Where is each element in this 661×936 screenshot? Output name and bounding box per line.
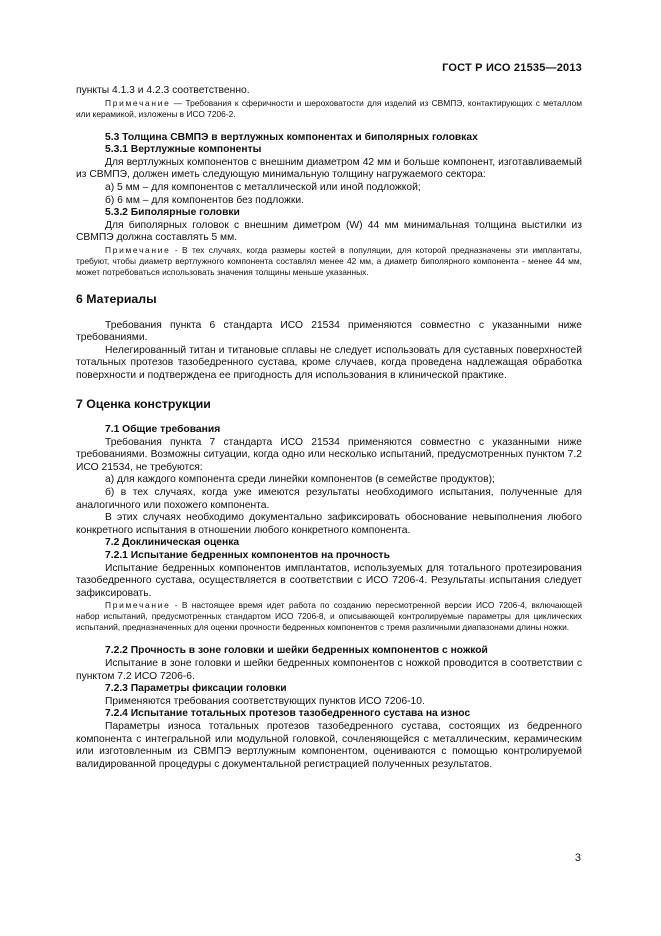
heading-6-materials: 6 Материалы xyxy=(76,291,157,306)
paragraph-7-2-3: Применяются требования соответствующих пунктов ИСО 7206-10. xyxy=(105,695,425,707)
paragraph-7-1: Требования пункта 7 стандарта ИСО 21534 применяются совместно с указанными ниже требованиями. Возможны ситуации, когда одно или несколько испытаний, предусмотренных пунктом 7.2 ИСО 21534, не требуются: xyxy=(76,436,582,473)
note-label: Примечание xyxy=(105,600,171,611)
note-sphericity xyxy=(76,98,582,120)
document-body xyxy=(76,85,582,771)
list-item-a-5mm: а) 5 мм – для компонентов с металлической или иной подложкой; xyxy=(105,181,421,193)
note-text: - В тех случаях, когда размеры костей в популяции, для которой предназначены эти имплантаты, требуют, чтобы диаметр вертлужного компонента составлял менее 42 мм, а диаметр биполярного компонента - менее 44 мм, может потребоваться использовать значения толщины меньше указанных. xyxy=(76,244,582,277)
paragraph-5-3-2: Для биполярных головок с внешним диметром (W) 44 мм минимальная толщина выстилки из СВМПЭ должна составлять 5 мм. xyxy=(76,219,582,244)
heading-5-3-2: 5.3.2 Биполярные головки xyxy=(105,207,240,219)
heading-5-3: 5.3 Толщина СВМПЭ в вертлужных компонентах и биполярных головках xyxy=(105,131,478,143)
paragraph-7-2-2: Испытание в зоне головки и шейки бедренных компонентов с ножкой проводится в соответствии с пунктом 7.2 ИСО 7206-6. xyxy=(76,658,582,682)
heading-7-2-4: 7.2.4 Испытание тотальных протезов тазобедренного сустава на износ xyxy=(105,708,471,720)
heading-7-1: 7.1 Общие требования xyxy=(105,424,221,436)
heading-7-2-3: 7.2.3 Параметры фиксации головки xyxy=(105,683,287,695)
paragraph-5-3-1: Для вертлужных компонентов с внешним диаметром 42 мм и больше компонент, изготавливаемый из СВМПЭ, должен иметь следующую минимальную толщину нагружаемого сектора: xyxy=(76,156,582,181)
heading-7-2-2: 7.2.2 Прочность в зоне головки и шейки бедренных компонентов с ножкой xyxy=(105,645,488,657)
list-item-b-6mm: б) 6 мм – для компонентов без подложки. xyxy=(105,194,305,206)
note-text: - В настоящее время идет работа по созданию пересмотренной версии ИСО 7206-4, включающей набор испытаний, предусмотренных стандартом ИСО 7206-8, и описывающей контролируемые параметры для циклических испытаний, предназначенных для оценки прочности бедренных компонентов с тремя различными диапазонами длины ножки. xyxy=(76,600,582,633)
paragraph-7-1-end: В этих случаях необходимо документально зафиксировать обоснование невыполнения любого конкретного испытания в отношении любого конкретного компонента. xyxy=(76,512,582,536)
heading-5-3-1: 5.3.1 Вертлужные компоненты xyxy=(105,144,262,156)
list-item-a-7: а) для каждого компонента среди линейки компонентов (в семействе продуктов); xyxy=(105,474,495,486)
note-label: Примечание xyxy=(105,97,171,108)
paragraph-continuation: пункты 4.1.3 и 4.2.3 соответственно. xyxy=(76,85,250,96)
note-revision xyxy=(76,600,582,633)
note-thickness xyxy=(76,245,582,278)
list-item-b-7: б) в тех случаях, когда уже имеются результаты необходимого испытания, полученные для аналогичного или похожего компонента. xyxy=(76,487,582,511)
paragraph-6-2: Нелегированный титан и титановые сплавы не следует использовать для суставных поверхностей тотальных протезов тазобедренного сустава, кроме случаев, когда проведена надлежащая обработка поверхности и подтверждена ее пригодность для использования в клинической практике. xyxy=(76,344,582,381)
paragraph-7-2-4: Параметры износа тотальных протезов тазобедренного сустава, состоящих из бедренного компонента с интегральной или модульной головкой, сочленяющейся с металлическим, керамическим или изготовленным из СВМПЭ вертлужным компонентом, оцениваются с помощью контролируемой валидированной процедуры с документальной регистрацией полученных результатов. xyxy=(76,720,582,770)
paragraph-7-2-1: Испытание бедренных компонентов имплантатов, используемых для тотального протезирования тазобедренного сустава, осуществляется в соответствии с ИСО 7206-4. Результаты испытания следует зафиксировать. xyxy=(76,562,582,599)
heading-7-2: 7.2 Доклиническая оценка xyxy=(105,537,240,549)
document-header-title: ГОСТ Р ИСО 21535—2013 xyxy=(442,62,582,74)
note-text: — Требования к сферичности и шероховатости для изделий из СВМПЭ, контактирующих с металлом или керамикой, изложены в ИСО 7206-2. xyxy=(76,97,582,119)
page-number: 3 xyxy=(574,852,581,864)
paragraph-6-1: Требования пункта 6 стандарта ИСО 21534 применяются совместно с указанными ниже требованиями. xyxy=(76,319,582,344)
heading-7-2-1: 7.2.1 Испытание бедренных компонентов на прочность xyxy=(105,550,390,562)
note-label: Примечание xyxy=(105,244,171,255)
heading-7-design-evaluation: 7 Оценка конструкции xyxy=(76,396,211,411)
